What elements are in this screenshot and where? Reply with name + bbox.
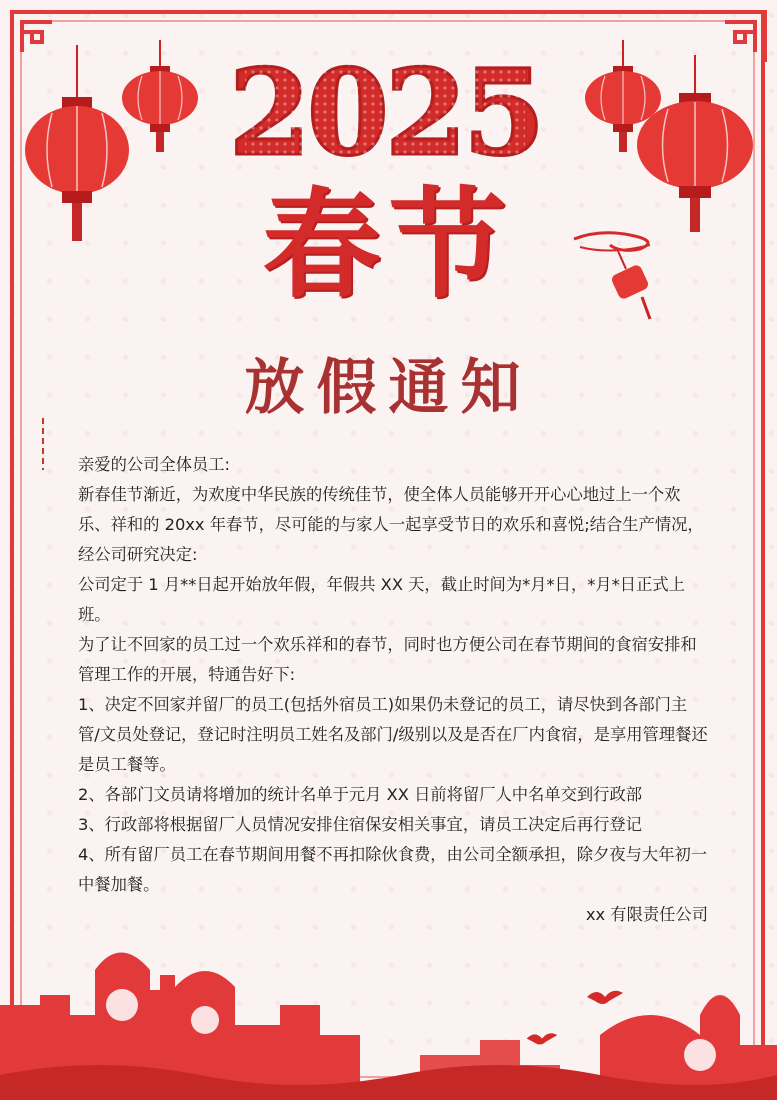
paragraph: 新春佳节渐近，为欢度中华民族的传统佳节，使全体人员能够开开心心地过上一个欢乐、祥和的 20xx 年春节，尽可能的与家人一起享受节日的欢乐和喜悦;结合生产情况，经公司研究决定: — [78, 485, 704, 564]
year-2025-papercut — [225, 36, 545, 186]
paragraph: 3、行政部将根据留厂人员情况安排住宿保安相关事宜，请员工决定后再行登记 — [78, 815, 642, 834]
year-text: 2025 — [228, 43, 542, 182]
paragraph: 2、各部门文员请将增加的统计名单于元月 XX 日前将留厂人中名单交到行政部 — [78, 785, 643, 804]
main-title: 春节 — [262, 175, 515, 314]
subtitle: 放假通知 — [244, 353, 533, 423]
paragraph: 4、所有留厂员工在春节期间用餐不再扣除伙食费，由公司全额承担，除夕夜与大年初一中餐加餐。 — [78, 845, 708, 894]
paragraph: 1、决定不回家并留厂的员工(包括外宿员工)如果仍未登记的员工，请尽快到各部门主管/文员处登记，登记时注明员工姓名及部门/级别以及是否在厂内食宿，是享用管理餐还是员工餐等。 — [78, 695, 708, 774]
dashed-accent-line — [42, 418, 44, 470]
notice-body — [78, 450, 708, 930]
skyline-papercut — [0, 935, 777, 1100]
paragraph: 公司定于 1 月**日起开始放年假，年假共 XX 天，截止时间为*月*日，*月*日正式上班。 — [78, 575, 685, 624]
lantern-icon — [120, 40, 200, 155]
company-signature: xx 有限责任公司 — [585, 905, 708, 924]
greeting: 亲爱的公司全体员工: — [78, 455, 231, 474]
paragraph: 为了让不回家的员工过一个欢乐祥和的春节，同时也方便公司在春节期间的食宿安排和管理工作的开展，特通告好下: — [78, 635, 697, 684]
